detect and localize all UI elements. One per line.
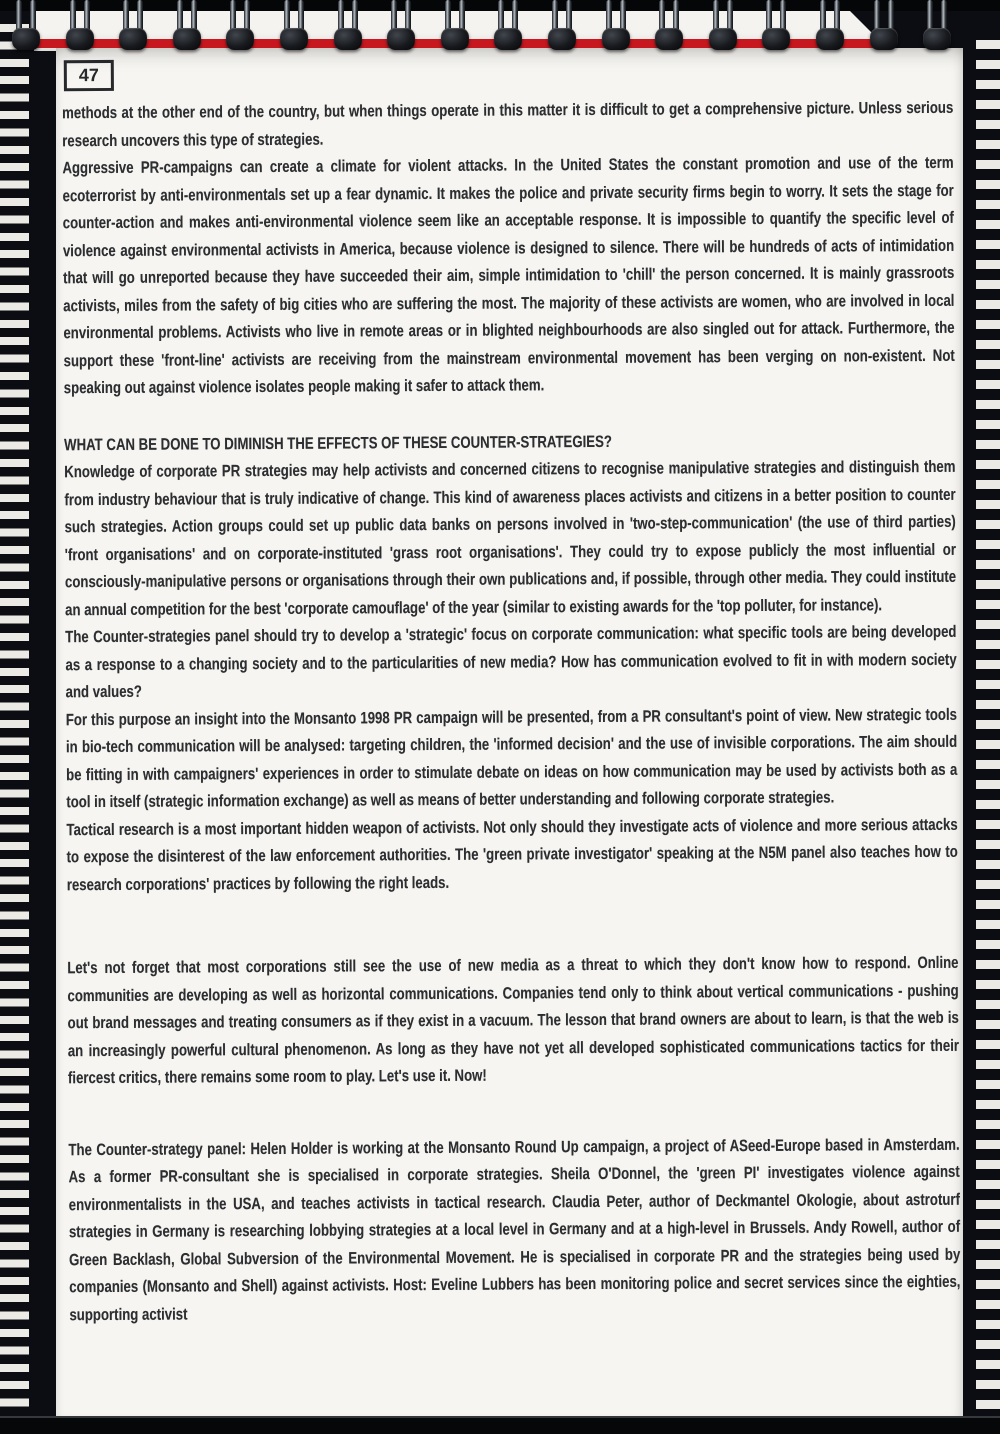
binder-coil bbox=[387, 0, 415, 50]
binder-coil bbox=[548, 0, 576, 50]
binder-coil bbox=[12, 0, 40, 50]
paragraph-tactical-research: Tactical research is a most important hidden weapon of activists. Not only should they investigate acts of violence and more serious attacks to expose the disinterest of the law enforcement authorities. The 'green private investigator' speaking at the N5M panel also teaches how to research corporations' practices by following the right leads. bbox=[66, 815, 958, 894]
page-number-badge bbox=[64, 60, 114, 91]
paragraph-monsanto: For this purpose an insight into the Monsanto 1998 PR campaign will be presented, from a PR consultant's point of view. New strategic tools in bio-tech communication will be analysed: targeting children, the 'informed decision' and the use of invisible corporations. The aim should be fitting in with campaigners' experiences in order to stimulate debate on ideas on how communication may be used by activists both as a tool in itself (strategic information exchange) as well as means of better understanding and following corporate strategies. bbox=[65, 705, 958, 812]
binder-coil bbox=[226, 0, 254, 50]
spiral-binding bbox=[0, 0, 1000, 56]
right-stripe-edge bbox=[976, 40, 1000, 1416]
binder-coil bbox=[66, 0, 94, 50]
binder-coil bbox=[441, 0, 469, 50]
binder-coil bbox=[602, 0, 630, 50]
binder-coil bbox=[119, 0, 147, 50]
paragraph-panel-focus: The Counter-strategies panel should try to develop a 'strategic' focus on corporate communication: what specific tools are being developed as a response to a changing society and to the particularities of new media? How has communication evolved to fit in with modern society and values? bbox=[65, 622, 957, 702]
article-text bbox=[62, 95, 961, 1329]
page-sheet bbox=[56, 48, 963, 1416]
binder-coil bbox=[280, 0, 308, 50]
binder-coil bbox=[816, 0, 844, 50]
paragraph-knowledge: Knowledge of corporate PR strategies may help activists and concerned citizens to recognise manipulative strategies and distinguish them from industry behaviour that is truly indicative of change. This kind of awareness places activists and citizens in a better position to counter such strategies. Action groups could set up public data banks on persons involved in 'two-step-communication' (the use of third parties) 'front organisations' and on corporate-instituted 'grass root organisations'. They could try to expose publicly the most influential or consciously-manipulative persons or organisations through their own publications and, if possible, through other media. They could institute an annual competition for the best 'corporate camouflage' of the year (similar to existing awards for the 'top polluter, for instance). bbox=[64, 457, 957, 619]
page-content bbox=[62, 55, 961, 1329]
left-stripe-edge bbox=[0, 24, 29, 1416]
binder-coil bbox=[334, 0, 362, 50]
page-number: 47 bbox=[78, 65, 99, 86]
binder-coil bbox=[494, 0, 522, 50]
section-heading: WHAT CAN BE DONE TO DIMINISH THE EFFECTS OF THESE COUNTER-STRATEGIES? bbox=[64, 432, 612, 454]
paragraph-carryover: methods at the other end of the country, but when things operate in this matter it is difficult to get a comprehensive picture. Unless serious research uncovers this type of strategies. bbox=[62, 98, 954, 150]
binder-coil bbox=[173, 0, 201, 50]
binder-coil bbox=[870, 0, 898, 50]
paragraph-violence: Aggressive PR-campaigns can create a climate for violent attacks. In the United States the constant promotion and use of the term ecoterrorist by anti-environmentals set up a fear dynamic. It makes the police and private security firms begin to worry. It sets the stage for counter-action and makes anti-environmental violence seem like an acceptable response. It is impossible to quantify the specific level of violence against environmental activists in America, because violence is designed to silence. There will be hundreds of acts of intimidation that will go unreported because they have succeeded their aim, simple intimidation to 'chill' the person concerned. It is mainly grassroots activists, miles from the safety of big cities who are suffering the most. The majority of these activists are women, who are involved in local environmental problems. Activists who live in remote areas or in blighted neighbourhoods are also singled out for attack. Furthermore, the support these 'front-line' activists are receiving from the mainstream environmental movement has been verging on non-existent. Not speaking out against violence isolates people making it safer to attack them. bbox=[62, 153, 955, 398]
binder-coil bbox=[655, 0, 683, 50]
binder-coil bbox=[762, 0, 790, 50]
paragraph-panel-members: The Counter-strategy panel: Helen Holder is working at the Monsanto Round Up campaign, a project of ASeed-Europe based in Amsterdam. As a former PR-consultant she is specialised in corporate strategies. Sheila O'Donnel, the 'green PI' investigates violence against environmentalists in the USA, and teaches activists in tactical research. Claudia Peter, author of Deckmantel Okologie, about astroturf strategies in Germany is researching lobbying strategies at a local level in Germany and at a high-level in Brussels. Andy Rowell, author of Green Backlash, Global Subversion of the Environmental Movement. He is specialised in corporate PR and the strategies being used by companies (Monsanto and Shell) against activists. Host: Eveline Lubbers has been monitoring police and secret services since the eighties, supporting activist bbox=[68, 1135, 961, 1324]
paragraph-new-media: Let's not forget that most corporations still see the use of new media as a threat to which they don't know how to respond. Online communities are developing as well as horizontal communications. Companies tend only to think about vertical communications - pushing out brand messages and treating consumers as if they exist in a vacuum. The lesson that brand owners are about to learn, is that the web is an increasingly powerful cultural phenomenon. As long as they have not yet all developed sophisticated communications tactics for their fiercest critics, there remains some room to play. Let's use it. Now! bbox=[67, 953, 960, 1088]
notebook-cover-bottom bbox=[0, 1416, 1000, 1434]
binder-coil bbox=[923, 0, 951, 50]
binder-coil bbox=[709, 0, 737, 50]
